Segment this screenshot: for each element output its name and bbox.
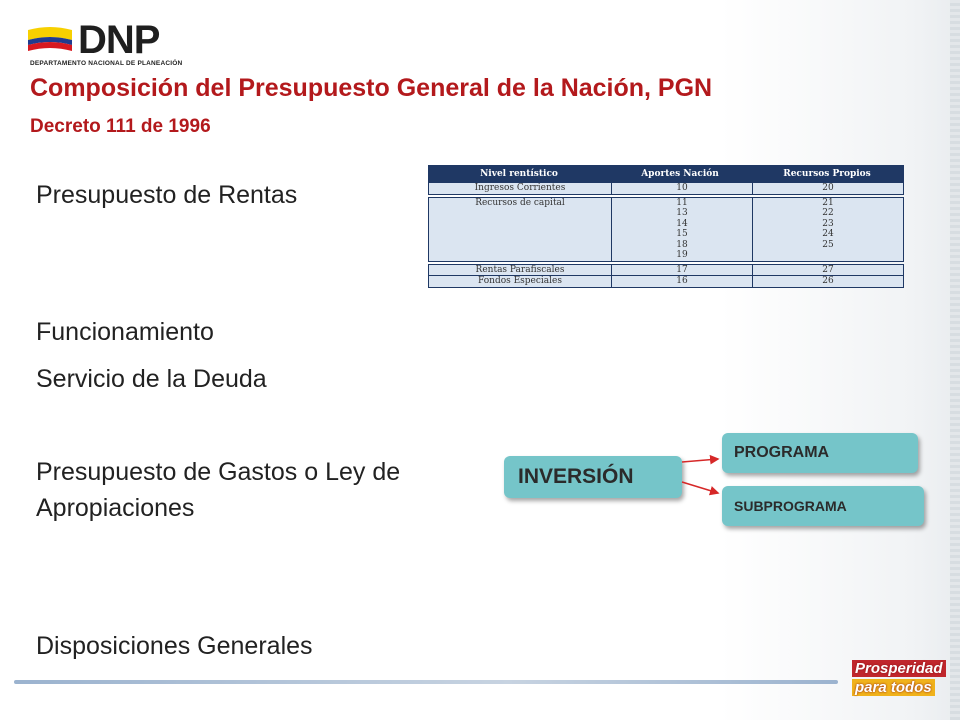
table-row [428, 276, 904, 288]
table-cell: 16 [611, 276, 752, 287]
prosperidad-logo [852, 660, 942, 702]
table-cell: 27 [752, 265, 903, 276]
item-presupuesto-gastos: Presupuesto de Gastos o Ley de [36, 458, 401, 486]
table-row [428, 182, 904, 195]
footer-divider [14, 680, 838, 684]
table-cell-label: Rentas Parafiscales [475, 264, 565, 275]
dnp-logo [28, 18, 188, 70]
subprograma-box: SUBPROGRAMA [722, 486, 924, 526]
table-row [428, 264, 904, 277]
table-cell: 20 [752, 183, 903, 194]
inversion-box: INVERSIÓN [504, 456, 682, 498]
item-apropiaciones: Apropiaciones [36, 494, 195, 522]
table-cell: 10 [611, 183, 752, 194]
item-presupuesto-rentas: Presupuesto de Rentas [36, 181, 298, 209]
table-cell: 11 13 14 15 18 19 [611, 198, 752, 261]
logo-word: DNP [78, 18, 160, 62]
page-subtitle: Decreto 111 de 1996 [30, 116, 211, 137]
table-cell: 17 [611, 265, 752, 276]
logo-subtitle: DEPARTAMENTO NACIONAL DE PLANEACIÓN [30, 60, 183, 67]
table-header [428, 165, 904, 182]
slogan-line-1: Prosperidad [852, 660, 946, 677]
rentas-table [428, 165, 904, 288]
table-header-cell: Nivel rentístico [480, 168, 558, 179]
colombia-flag-icon [28, 26, 72, 52]
table-header-cell: Recursos Propios [783, 168, 871, 179]
table-header-cell: Aportes Nación [641, 168, 719, 179]
item-disposiciones-generales: Disposiciones Generales [36, 632, 313, 660]
table-cell-label: Ingresos Corrientes [474, 183, 566, 193]
table-cell-label: Fondos Especiales [477, 276, 562, 286]
item-servicio-deuda: Servicio de la Deuda [36, 365, 267, 393]
table-row [428, 197, 904, 262]
table-cell: 21 22 23 24 25 [752, 198, 903, 261]
programa-box: PROGRAMA [722, 433, 918, 473]
table-cell: 26 [752, 276, 903, 287]
right-edge-decoration [950, 0, 960, 720]
item-funcionamiento: Funcionamiento [36, 318, 214, 346]
table-cell-label: Recursos de capital [475, 197, 565, 208]
slogan-line-2: para todos [852, 679, 935, 696]
page-title: Composición del Presupuesto General de la Nación, PGN [30, 74, 713, 102]
